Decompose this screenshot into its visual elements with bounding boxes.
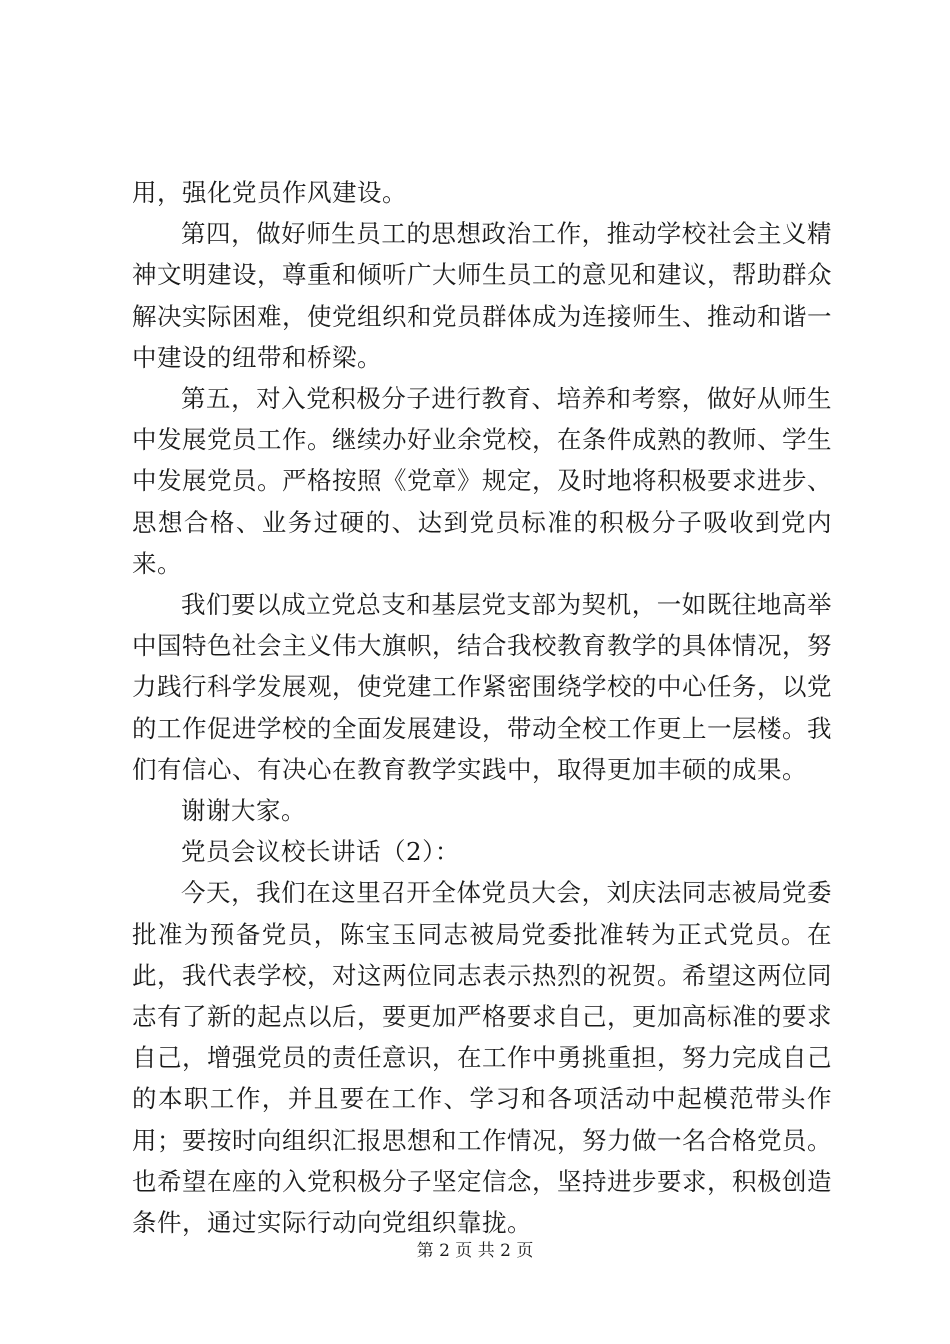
paragraph-speech-two: 今天，我们在这里召开全体党员大会，刘庆法同志被局党委批准为预备党员，陈宝玉同志被局党委批准转为正式党员。在此，我代表学校，对这两位同志表示热烈的祝贺。希望这两位同志有了新的起点以后，要更加严格要求自己，更加高标准的要求自己，增强党员的责任意识，在工作中勇挑重担，努力完成自己的本职工作，并且要在工作、学习和各项活动中起模范带头作用；要按时向组织汇报思想和工作情况，努力做一名合格党员。也希望在座的入党积极分子坚定信念，坚持进步要求，积极创造条件，通过实际行动向党组织靠拢。	[132, 878, 832, 1238]
paragraph-thanks: 谢谢大家。	[181, 796, 306, 826]
paragraph-fifth-point: 第五，对入党积极分子进行教育、培养和考察，做好从师生中发展党员工作。继续办好业余党校，在条件成熟的教师、学生中发展党员。严格按照《党章》规定，及时地将积极要求进步、思想合格、业务过硬的、达到党员标准的积极分子吸收到党内来。	[132, 384, 832, 578]
paragraph-conclusion: 我们要以成立党总支和基层党支部为契机，一如既往地高举中国特色社会主义伟大旗帜，结合我校教育教学的具体情况，努力践行科学发展观，使党建工作紧密围绕学校的中心任务，以党的工作促进学校的全面发展建设，带动全校工作更上一层楼。我们有信心、有决心在教育教学实践中，取得更加丰硕的成果。	[132, 590, 832, 784]
document-body	[132, 172, 832, 1243]
page-footer: 第 2 页 共 2 页	[416, 1241, 534, 1261]
paragraph-continuation: 用，强化党员作风建设。	[132, 178, 407, 207]
paragraph-fourth-point: 第四，做好师生员工的思想政治工作，推动学校社会主义精神文明建设，尊重和倾听广大师生员工的意见和建议，帮助群众解决实际困难，使党组织和党员群体成为连接师生、推动和谐一中建设的纽带和桥梁。	[132, 219, 832, 372]
section-heading: 党员会议校长讲话（2）：	[181, 837, 460, 867]
